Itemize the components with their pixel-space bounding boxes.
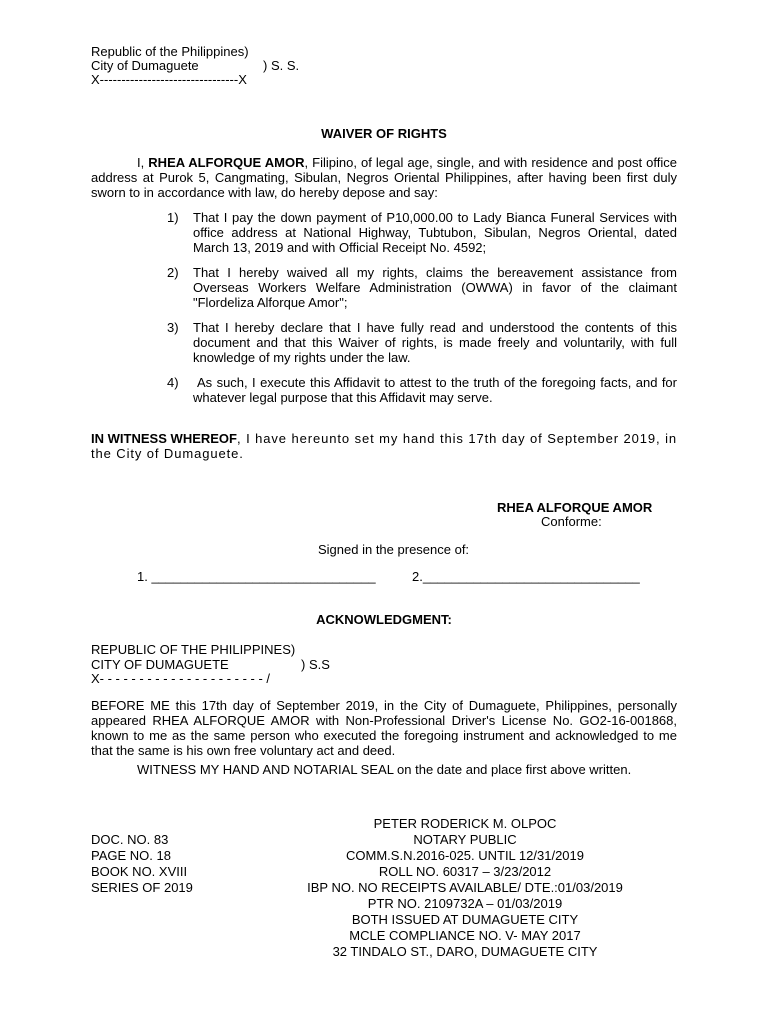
ack-ss: ) S.S (301, 657, 330, 672)
page-no: PAGE NO. 18 (91, 848, 171, 863)
ack-divider: X- - - - - - - - - - - - - - - - - - - - - / (91, 671, 271, 686)
ack-city: CITY OF DUMAGUETE (91, 657, 229, 672)
item-text: As such, I execute this Affidavit to attest to the truth of the foregoing facts, and for whatever legal purpose that this Affidavit may serve. (193, 375, 677, 405)
presence-label: Signed in the presence of: (318, 542, 470, 557)
notary-ibp: IBP NO. NO RECEIPTS AVAILABLE/ DTE.:01/03/2019 (307, 880, 623, 895)
item-number: 2) (167, 265, 179, 280)
intro-paragraph (91, 155, 677, 200)
doc-info (91, 832, 193, 896)
ack-republic: REPUBLIC OF THE PHILIPPINES) (91, 642, 296, 657)
doc-no: DOC. NO. 83 (91, 832, 169, 847)
conforme-label: Conforme: (541, 514, 602, 529)
notary-title: NOTARY PUBLIC (413, 832, 517, 847)
notary-commission: COMM.S.N.2016-025. UNTIL 12/31/2019 (346, 848, 584, 863)
series-no: SERIES OF 2019 (91, 880, 193, 895)
before-me-paragraph: BEFORE ME this 17th day of September 2019, in the City of Dumaguete, Philippines, personally appeared RHEA ALFORQUE AMOR with Non-Professional Driver's License No. GO2-16-001868, known to me as the same person who executed the foregoing instrument and acknowledged to me that the same is his own free voluntary act and deed. (91, 698, 677, 758)
header-republic: Republic of the Philippines) (91, 44, 249, 59)
witness-heading: IN WITNESS WHEREOF (91, 431, 237, 446)
witness-text: , I have hereunto set my hand this 17th day of September 2019, in the City of Dumaguete. (91, 431, 678, 461)
item-number: 1) (167, 210, 179, 225)
item-text: That I hereby waived all my rights, claims the bereavement assistance from Overseas Workers Welfare Administration (OWWA) in favor of the claimant "Flordeliza Alforque Amor"; (193, 265, 677, 310)
notary-name: PETER RODERICK M. OLPOC (373, 816, 557, 831)
page-title: WAIVER OF RIGHTS (321, 126, 447, 141)
item-text: That I hereby declare that I have fully read and understood the contents of this document and that this Waiver of rights, is made freely and voluntarily, with full knowledge of my rights under the law. (193, 320, 677, 365)
notary-roll: ROLL NO. 60317 – 3/23/2012 (378, 864, 552, 879)
notary-mcle: MCLE COMPLIANCE NO. V- MAY 2017 (349, 928, 581, 943)
header-city: City of Dumaguete (91, 58, 199, 73)
notary-block (290, 816, 640, 960)
affiant-name: RHEA ALFORQUE AMOR (148, 155, 305, 170)
notary-address: 32 TINDALO ST., DARO, DUMAGUETE CITY (332, 944, 598, 959)
item-number: 4) (167, 375, 179, 390)
header-ss: ) S. S. (263, 58, 300, 73)
witness-line-1: 1. _______________________________ (137, 569, 376, 584)
item-number: 3) (167, 320, 179, 335)
witness-paragraph (91, 431, 677, 461)
header-divider: X--------------------------------X (91, 72, 247, 87)
witness-line-2: 2.______________________________ (412, 569, 640, 584)
signatory-name: RHEA ALFORQUE AMOR (497, 500, 653, 515)
intro-prefix: I, (137, 155, 149, 170)
witness-hand-line: WITNESS MY HAND AND NOTARIAL SEAL on the date and place first above written. (137, 762, 632, 777)
book-no: BOOK NO. XVIII (91, 864, 188, 879)
notary-issued: BOTH ISSUED AT DUMAGUETE CITY (351, 912, 579, 927)
notary-ptr: PTR NO. 2109732A – 01/03/2019 (367, 896, 563, 911)
item-text: That I pay the down payment of P10,000.00 to Lady Bianca Funeral Services with office address at National Highway, Tubtubon, Sibulan, Negros Oriental, dated March 13, 2019 and with Official Receipt No. 4592; (193, 210, 677, 255)
acknowledgment-title: ACKNOWLEDGMENT: (316, 612, 452, 627)
intro-text: , Filipino, of legal age, single, and with residence and post office address at Purok 5, Cangmating, Sibulan, Negros Oriental Philippines, after having been first duly sworn to in accordance with law, do hereby depose and say: (91, 155, 677, 200)
